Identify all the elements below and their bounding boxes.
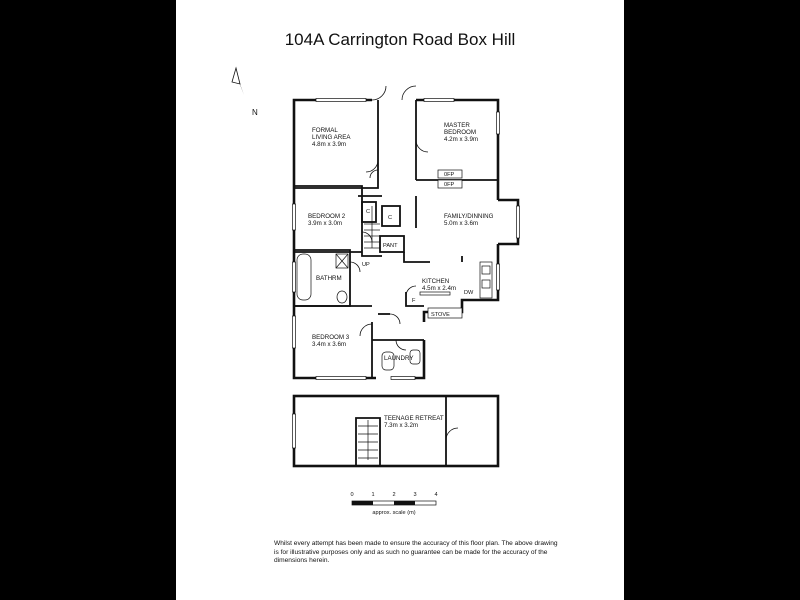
scale-tick-3: 3 — [413, 492, 417, 498]
page-title: 104A Carrington Road Box Hill — [284, 30, 516, 49]
formal-living-label-1: FORMAL — [312, 127, 338, 134]
formal-living-dims: 4.8m x 3.9m — [312, 141, 347, 148]
family-dining-dims: 5.0m x 3.6m — [444, 220, 479, 227]
retreat-walls — [294, 396, 498, 466]
bedroom3-dims: 3.4m x 3.6m — [312, 341, 347, 348]
retreat-door — [446, 428, 458, 440]
kitchen-label: KITCHEN — [422, 278, 450, 285]
scale-tick-4: 4 — [434, 492, 438, 498]
bedroom3-label: BEDROOM 3 — [312, 334, 350, 341]
cupboard-label-1: C — [366, 209, 371, 215]
floor-plan — [176, 0, 624, 600]
scale-tick-0: 0 — [350, 492, 354, 498]
room-labels — [308, 122, 494, 362]
scale-bar — [350, 492, 437, 516]
cupboard-label-2: C — [388, 215, 393, 221]
family-dining-label: FAMILY/DINNING — [444, 213, 494, 220]
ofp-label-2: 0FP — [444, 182, 455, 188]
floor-plan-sheet — [176, 0, 624, 600]
laundry-label: LAUNDRY — [384, 355, 414, 362]
ofp-label-1: 0FP — [444, 172, 455, 178]
bedroom2-label: BEDROOM 2 — [308, 213, 346, 220]
scale-tick-1: 1 — [371, 492, 375, 498]
north-arrow-icon — [232, 68, 258, 117]
master-bedroom-label-2: BEDROOM — [444, 129, 476, 136]
fixture-labels — [362, 172, 474, 318]
formal-living-label-2: LIVING AREA — [312, 134, 351, 141]
retreat-windows — [293, 414, 296, 448]
teenage-retreat-dims: 7.3m x 3.2m — [384, 422, 419, 429]
kitchen-dims: 4.5m x 2.4m — [422, 285, 457, 292]
stairs-retreat — [358, 420, 378, 460]
bedroom2-dims: 3.9m x 3.0m — [308, 220, 343, 227]
master-bedroom-label-1: MASTER — [444, 122, 470, 129]
pantry-label: PANT — [383, 243, 398, 249]
retreat-interior-walls — [356, 396, 446, 466]
scale-caption: approx. scale (m) — [372, 510, 416, 516]
disclaimer-text: Whilst every attempt has been made to ensure the accuracy of this floor plan. The above drawing is for illustrative purposes only and as such no guarantee can be made for the accuracy of the dimensions herein. — [274, 540, 558, 565]
teenage-retreat-label: TEENAGE RETREAT — [384, 415, 444, 422]
master-bedroom-dims: 4.2m x 3.9m — [444, 136, 479, 143]
up-label: UP — [362, 262, 370, 268]
north-label: N — [252, 108, 258, 117]
dishwasher-label: DW — [464, 290, 474, 296]
bathroom-label: BATHRM — [316, 275, 342, 282]
scale-tick-2: 2 — [392, 492, 396, 498]
stove-label: STOVE — [431, 312, 450, 318]
fridge-label: F — [412, 298, 416, 304]
